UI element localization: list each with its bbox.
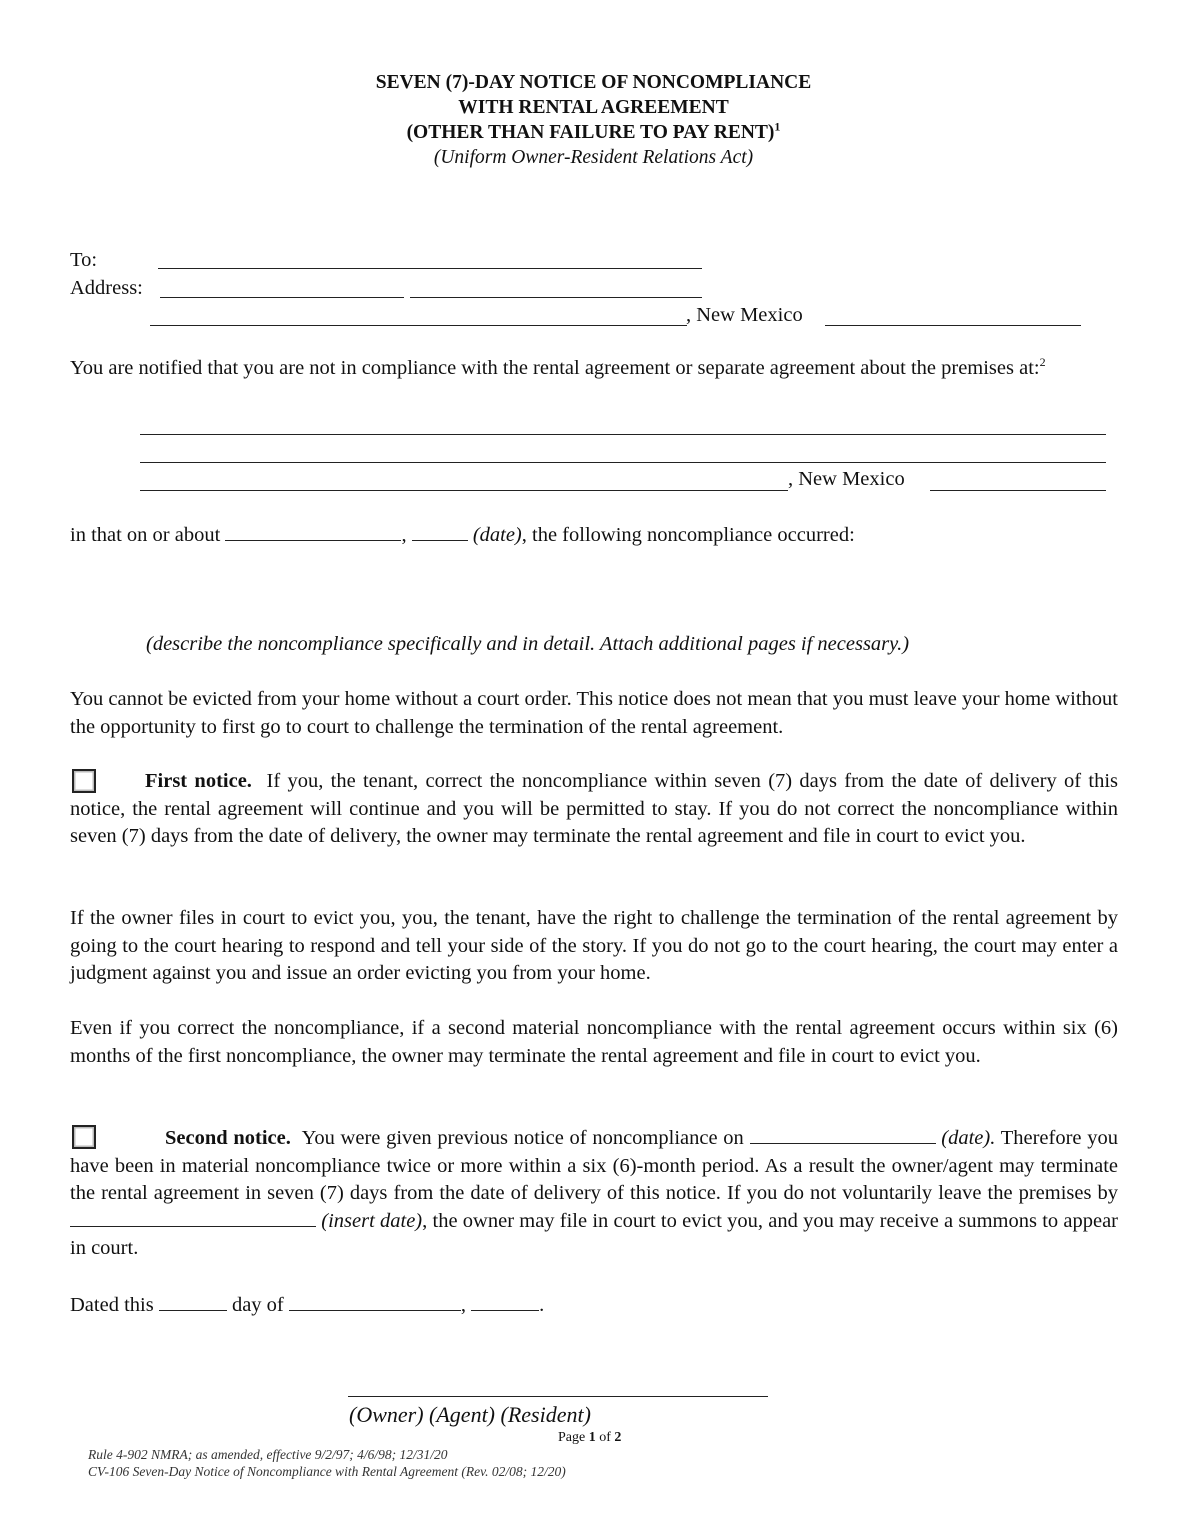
form-title-line-1: SEVEN (7)-DAY NOTICE OF NONCOMPLIANCE [375,72,812,93]
premises-address-line-1-field[interactable] [140,434,1106,435]
second-notice-part-1: You were given previous notice of noncompliance on [301,1127,744,1149]
leave-premises-date-field[interactable] [70,1208,316,1227]
second-notice-part-3: , the owner may file in court to evict you, and you may receive a summons to appear in court. [70,1209,1119,1259]
second-notice-paragraph [70,1125,1118,1263]
describe-noncompliance-note: (describe the noncompliance specifically and in detail. Attach additional pages if necessary.) [146,633,910,655]
dated-month-field[interactable] [289,1292,461,1311]
dated-comma: , [460,1294,467,1316]
recipient-zip-field[interactable] [825,325,1081,326]
dated-period: . [539,1294,545,1316]
court-order-notice: You cannot be evicted from your home without a court order. This notice does not mean that you must leave your home without the opportunity to first go to court to challenge the termination of the rental agreement. [70,688,1118,738]
premises-city-field[interactable] [140,490,788,491]
recipient-address-line-1a-field[interactable] [160,297,404,298]
form-title-block [0,70,1187,170]
occurrence-comma: , [401,524,407,546]
signature-caption: (Owner) (Agent) (Resident) [349,1402,591,1427]
page-number-of: of [599,1430,611,1445]
page-number-prefix: Page [558,1430,586,1445]
second-material-paragraph: Even if you correct the noncompliance, if a second material noncompliance with the rental agreement occurs within six (6) months of the first noncompliance, the owner may terminate the rental agreement and file in court to evict you. [70,1017,1118,1067]
form-title-line-3-text: (OTHER THAN FAILURE TO PAY RENT) [406,122,775,143]
dated-day-of: day of [231,1294,284,1316]
occurrence-prefix: in that on or about [70,524,221,546]
form-subtitle: (Uniform Owner-Resident Relations Act) [433,147,754,168]
premises-state-label: , New Mexico [788,468,905,490]
second-notice-heading: Second notice. [165,1127,291,1149]
recipient-address-line-1b-field[interactable] [410,297,702,298]
recipient-name-field[interactable] [158,268,702,269]
dated-day-field[interactable] [159,1292,227,1311]
signature-field[interactable] [348,1396,768,1397]
premises-address-line-2-field[interactable] [140,462,1106,463]
form-title-line-3 [0,120,1187,145]
first-notice-paragraph [70,768,1118,851]
previous-notice-date-label: (date). [941,1127,996,1149]
occurrence-suffix: , the following noncompliance occurred: [521,524,855,546]
footnote-marker-2: 2 [1039,355,1046,370]
occurrence-month-day-field[interactable] [225,522,401,541]
address-label: Address: [70,277,143,299]
first-notice-heading: First notice. [145,770,252,792]
recipient-state-label: , New Mexico [686,304,803,326]
footnote-marker-1: 1 [774,119,781,134]
occurrence-line [70,522,855,547]
form-title-line-2: WITH RENTAL AGREEMENT [458,97,729,118]
occurrence-year-field[interactable] [412,522,468,541]
premises-zip-field[interactable] [930,490,1106,491]
dated-prefix: Dated this [70,1294,154,1316]
dated-line [70,1292,544,1317]
previous-notice-date-field[interactable] [750,1125,936,1144]
page-number-total: 2 [614,1430,622,1445]
second-notice-part-2: Therefore you have been in material noncompliance twice or more within a six (6)-month period. As a result the owner/agent may terminate the rental agreement in seven (7) days from the date of delivery of this notice. If you do not voluntarily leave the premises by [70,1127,1118,1204]
first-notice-body: If you, the tenant, correct the noncompliance within seven (7) days from the date of delivery of this notice, the rental agreement will continue and you will be permitted to stay. If you do not correct the noncompliance within seven (7) days from the date of delivery, the owner may terminate the rental agreement and file in court to evict you. [70,770,1119,847]
to-label: To: [70,249,98,271]
insert-date-label: (insert date) [321,1209,423,1232]
right-to-challenge-paragraph: If the owner files in court to evict you, you, the tenant, have the right to challenge the termination of the rental agreement by going to the court hearing to respond and tell your side of the story. If you do not go to the court hearing, the court may enter a judgment against you and issue an order evicting you from your home. [70,907,1118,984]
premises-intro-text: You are notified that you are not in compliance with the rental agreement or separate agreement about the premises at: [70,357,1040,379]
page-number [558,1429,621,1446]
page-number-current: 1 [588,1430,596,1445]
dated-year-field[interactable] [471,1292,539,1311]
footer-form-id: CV-106 Seven-Day Notice of Noncompliance with Rental Agreement (Rev. 02/08; 12/20) [88,1464,566,1479]
occurrence-date-label: (date) [472,524,522,546]
premises-intro [70,355,1118,383]
recipient-city-field[interactable] [150,325,687,326]
footer-rule-citation: Rule 4-902 NMRA; as amended, effective 9/2/97; 4/6/98; 12/31/20 [88,1447,448,1462]
